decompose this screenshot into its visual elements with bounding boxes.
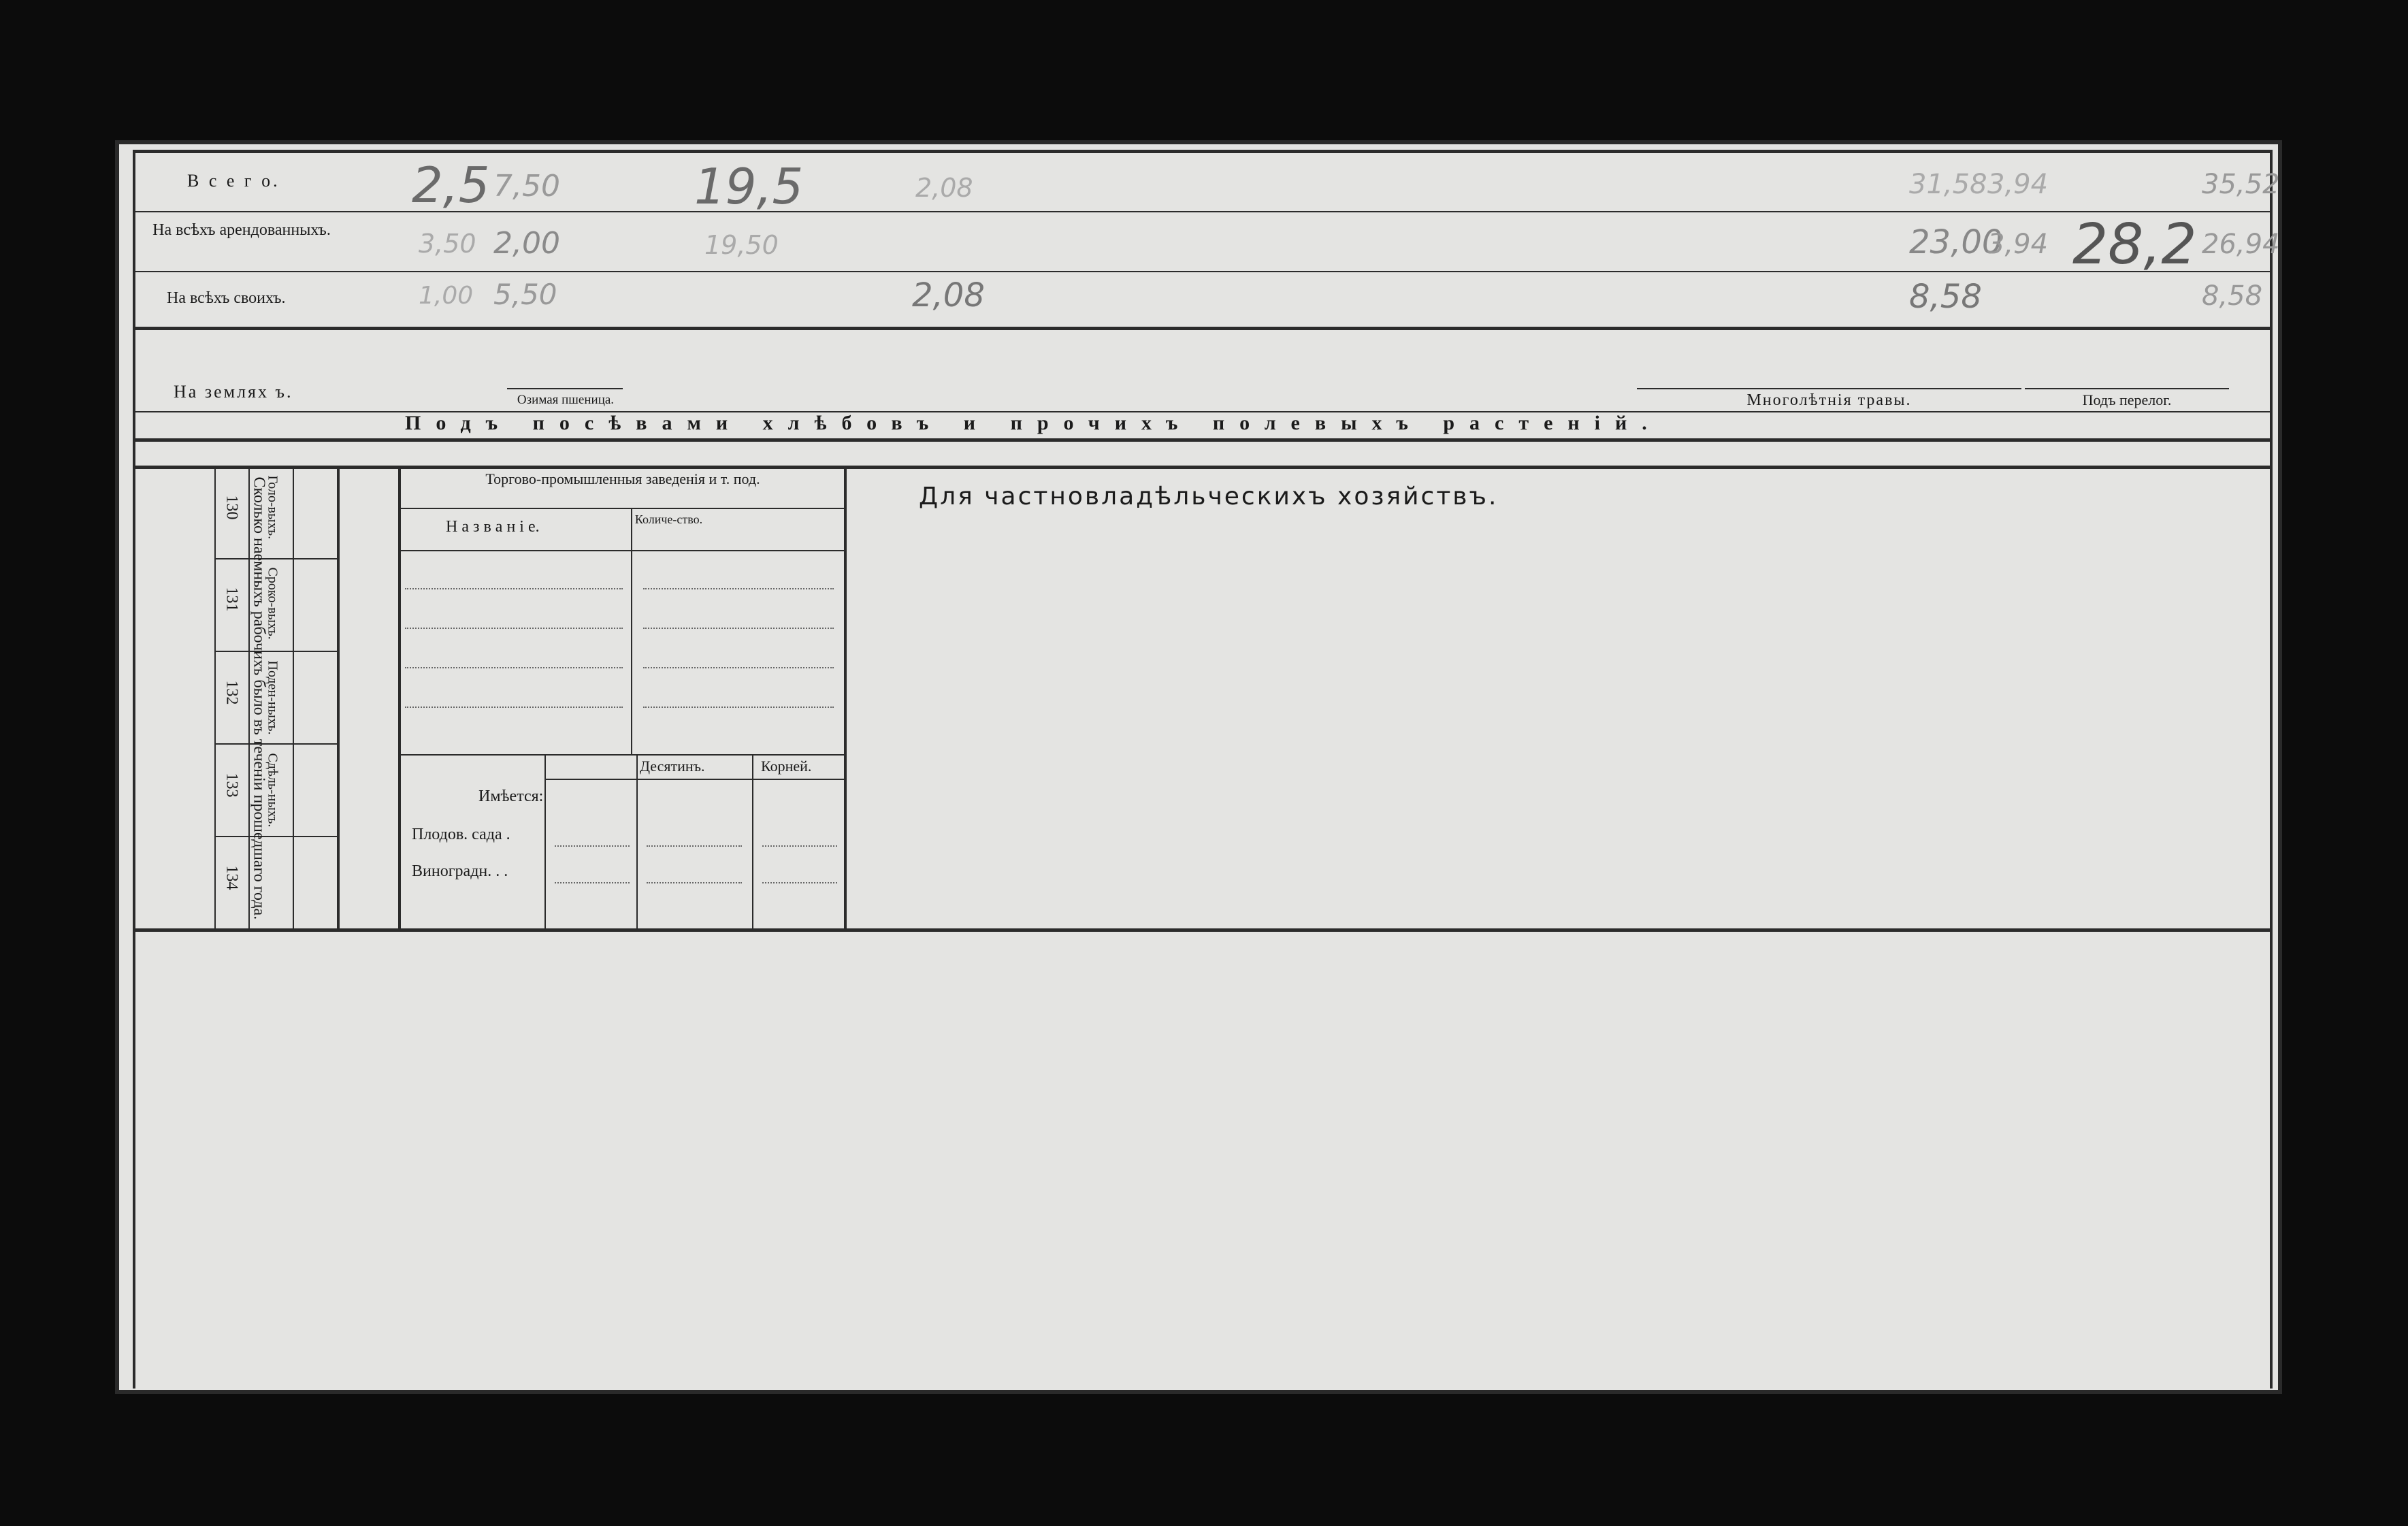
rule: [405, 628, 623, 629]
hw-s79: 5,50: [493, 278, 557, 311]
row-label-arend: На всѣхъ арендованныхъ.: [152, 221, 331, 239]
col-130-label: Голо-выхъ.: [265, 475, 280, 540]
card-right-border: [2270, 150, 2273, 1389]
hw-v100: 3,94: [1987, 169, 2049, 200]
rule: [844, 466, 847, 928]
ozimaya-pshenitsa-label: Озимая пшеница.: [517, 393, 615, 407]
crops-banner: Подъ посѣвами хлѣбовъ и прочихъ полевыхъ растенiй.: [405, 412, 1662, 434]
trade-korney: Корней.: [761, 758, 812, 775]
rule: [631, 508, 632, 754]
rule: [643, 628, 834, 629]
rule: [398, 754, 844, 756]
col-131-num: 131: [223, 587, 241, 612]
trade-vinograd: Виноградн. . .: [412, 862, 508, 880]
hw-s78: 1,00: [419, 282, 474, 310]
col-131-label: Сроко-выхъ.: [265, 567, 280, 640]
rule: [544, 779, 844, 780]
rule: [133, 466, 2271, 469]
rule: [405, 707, 623, 708]
rule: [643, 707, 834, 708]
private-title: Для частновладѣльческихъ хозяйствъ.: [919, 483, 1499, 510]
rule: [398, 550, 844, 551]
rule: [647, 882, 742, 883]
rule: [214, 558, 337, 559]
rule: [398, 508, 844, 509]
hw-v78: 2,5: [412, 157, 490, 214]
rule: [214, 651, 337, 652]
rule: [405, 667, 623, 668]
rule: [293, 466, 294, 928]
rule: [214, 836, 337, 837]
card-left-border: [133, 150, 135, 1389]
rule: [2025, 388, 2229, 389]
trade-imeetsya: Имѣется:: [478, 788, 544, 805]
rule: [647, 845, 742, 847]
col-133-label: Сдѣль-ныхъ.: [265, 753, 280, 828]
workers-caption: Сколько наемныхъ рабочихъ было въ теченiи прошедшаго года.: [250, 476, 268, 920]
rule: [636, 754, 638, 928]
mid-bottom-rule: [133, 928, 2271, 932]
hw-a99: 23,00: [1909, 223, 2003, 261]
hw-a100: 3,94: [1987, 229, 2049, 260]
rule: [405, 588, 623, 589]
rule: [762, 882, 837, 883]
mnogoletnie-label: Многолѣтнiя травы.: [1746, 391, 1912, 409]
rule: [133, 438, 2271, 442]
rule: [544, 754, 546, 928]
hw-a78: 3,50: [419, 229, 476, 259]
row-label-svoih: На всѣхъ своихъ.: [167, 289, 286, 307]
rule: [398, 466, 401, 928]
row-label-vsego: В с е г о.: [187, 171, 280, 191]
hw-s99: 8,58: [1909, 278, 1982, 316]
rule: [752, 754, 753, 928]
hw-a79: 2,00: [493, 226, 560, 261]
trade-desyatin: Десятинъ.: [640, 758, 705, 775]
col-132-num: 132: [223, 680, 241, 705]
rule: [133, 271, 2271, 272]
hw-v79: 7,50: [493, 169, 560, 204]
hw-s103: 8,58: [2202, 280, 2263, 312]
trade-sad: Плодов. сада .: [412, 826, 510, 843]
rule: [1637, 388, 2021, 389]
hw-v99: 31,58: [1909, 169, 1987, 200]
rule: [214, 466, 216, 928]
hw-a103: 26,94: [2202, 229, 2280, 260]
col-133-num: 133: [223, 773, 241, 798]
col-132-label: Поден-ныхъ.: [265, 660, 280, 735]
trade-qty-col: Количе-ство.: [634, 513, 703, 526]
hw-a82: 19,50: [704, 230, 779, 260]
hw-a101: 28,2: [2072, 212, 2197, 277]
rule: [555, 845, 630, 847]
hw-v82: 19,5: [694, 158, 804, 215]
trade-name-col: Н а з в а н i е.: [446, 518, 540, 536]
rule: [507, 388, 623, 389]
trade-title: Торгово-промышленныя заведенiя и т. под.: [485, 470, 760, 487]
pod-perelog-label: Подъ перелог.: [2082, 391, 2172, 408]
census-card: [119, 144, 2278, 1390]
row-label-na-zemlyah: На землях ъ.: [174, 382, 293, 402]
rule: [643, 588, 834, 589]
rule: [337, 466, 340, 928]
col-134-num: 134: [223, 865, 241, 890]
rule: [133, 327, 2271, 330]
rule: [643, 667, 834, 668]
top-border: [133, 150, 2271, 153]
hw-v103: 35,52: [2202, 169, 2280, 200]
col-130-num: 130: [223, 495, 241, 520]
rule: [555, 882, 630, 883]
hw-v85: 2,08: [915, 173, 973, 203]
rule: [762, 845, 837, 847]
rule: [214, 743, 337, 745]
hw-s85: 2,08: [912, 276, 985, 314]
